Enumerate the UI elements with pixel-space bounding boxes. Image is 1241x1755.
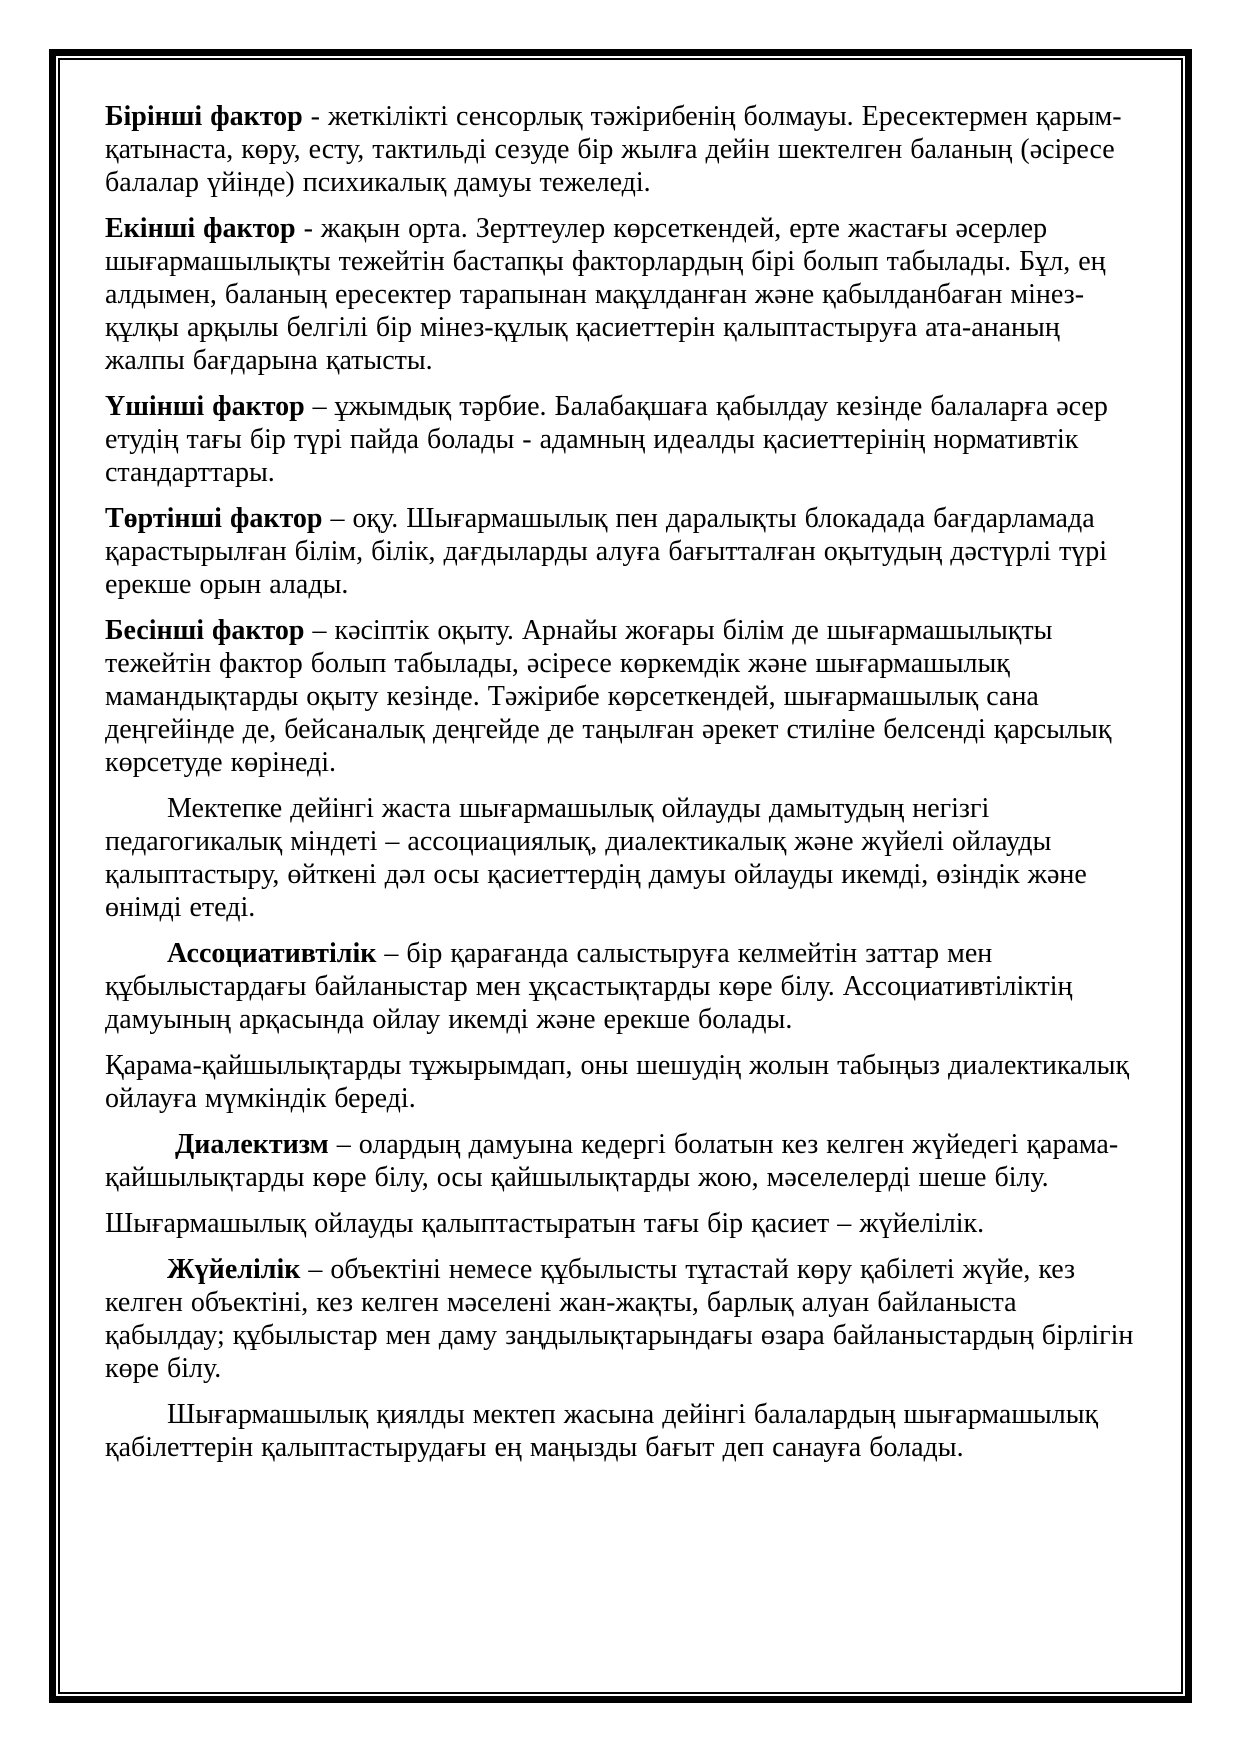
paragraph [105,1398,1136,1464]
paragraph-lead: Үшінші фактор [105,391,305,422]
document-body [60,60,1181,1692]
paragraph-text: Шығармашылық ойлауды қалыптастыратын тағы бір қасиет – жүйелілік. [105,1208,985,1239]
paragraph-text: Шығармашылық қиялды мектеп жасына дейінгі балалардың шығармашылық қабілеттерін қалыптастырудағы ең маңызды бағыт деп санауға болады. [105,1399,1099,1463]
paragraph [105,1049,1136,1115]
paragraph-text: Мектепке дейінгі жаста шығармашылық ойлауды дамытудың негізгі педагогикалық міндеті – ассоциациялық, диалектикалық және жүйелі ойлауды қалыптастыру, өйткені дәл осы қасиеттердің дамуы ойлауды икемді, өзіндік және өнімді етеді. [105,793,1087,923]
paragraph-text: Қарама-қайшылықтарды тұжырымдап, оны шешудің жолын табыңыз диалектикалық ойлауға мүмкіндік береді. [105,1050,1130,1114]
paragraph-text: – кәсіптік оқыту. Арнайы жоғары білім де шығармашылықты тежейтін фактор болып табылады, әсіресе көркемдік және шығармашылық мамандықтарды оқыту кезінде. Тәжірибе көрсеткендей, шығармашылық сана деңгейінде де, бейсаналық деңгейде де таңылған әрекет стиліне белсенді қарсылық көрсетуде көрінеді. [105,615,1112,778]
paragraph [105,614,1136,779]
paragraph-text: – олардың дамуына кедергі болатын кез келген жүйедегі қарама-қайшылықтарды көре білу, осы қайшылықтарды жою, мәселелерді шеше білу. [105,1129,1119,1193]
paragraph-lead: Ассоциативтілік [167,938,377,969]
paragraph-lead: Диалектизм [175,1129,329,1160]
page-border-frame [49,49,1192,1703]
paragraph [105,390,1136,489]
paragraph-text: – объектіні немесе құбылысты тұтастай көру қабілеті жүйе, кез келген объектіні, кез келген мәселені жан-жақты, барлық алуан байланыста қабылдау; құбылыстар мен даму заңдылықтарындағы өзара байланыстардың бірлігін көре білу. [105,1254,1134,1384]
paragraph-text: - жақын орта. Зерттеулер көрсеткендей, ерте жастағы әсерлер шығармашылықты тежейтін бастапқы факторлардың бірі болып табылады. Бұл, ең алдымен, баланың ересектер тарапынан мақұлданған және қабылданбаған мінез-құлқы арқылы белгілі бір мінез-құлық қасиеттерін қалыптастыруға ата-ананың жалпы бағдарына қатысты. [105,213,1106,376]
paragraph-lead: Бесінші фактор [105,615,305,646]
paragraph [105,1207,1136,1240]
page-inner-border [58,58,1183,1694]
paragraph-text: – оқу. Шығармашылық пен даралықты блокадада бағдарламада қарастырылған білім, білік, дағдыларды алуға бағытталған оқытудың дәстүрлі түрі ерекше орын алады. [105,503,1107,600]
paragraph [105,937,1136,1036]
paragraph-lead: Төртінші фактор [105,503,323,534]
paragraph-lead: Екінші фактор [105,213,296,244]
paragraph-text: – бір қарағанда салыстыруға келмейтін заттар мен құбылыстардағы байланыстар мен ұқсастықтарды көре білу. Ассоциативтіліктің дамуының арқасында ойлау икемді және ерекше болады. [105,938,1073,1035]
paragraph-lead: Бірінші фактор [105,101,303,132]
paragraph [105,212,1136,377]
paragraph-lead: Жүйелілік [167,1254,301,1285]
paragraph [105,502,1136,601]
paragraph-text: – ұжымдық тәрбие. Балабақшаға қабылдау кезінде балаларға әсер етудің тағы бір түрі пайда болады - адамның идеалды қасиеттерінің нормативтік стандарттары. [105,391,1108,488]
paragraph-text: - жеткілікті сенсорлық тәжірибенің болмауы. Ересектермен қарым-қатынаста, көру, есту, тактильді сезуде бір жылға дейін шектелген баланың (әсіресе балалар үйінде) психикалық дамуы тежеледі. [105,101,1122,198]
paragraph [105,1128,1136,1194]
paragraph [105,1253,1136,1385]
paragraph [105,100,1136,199]
paragraph [105,792,1136,924]
